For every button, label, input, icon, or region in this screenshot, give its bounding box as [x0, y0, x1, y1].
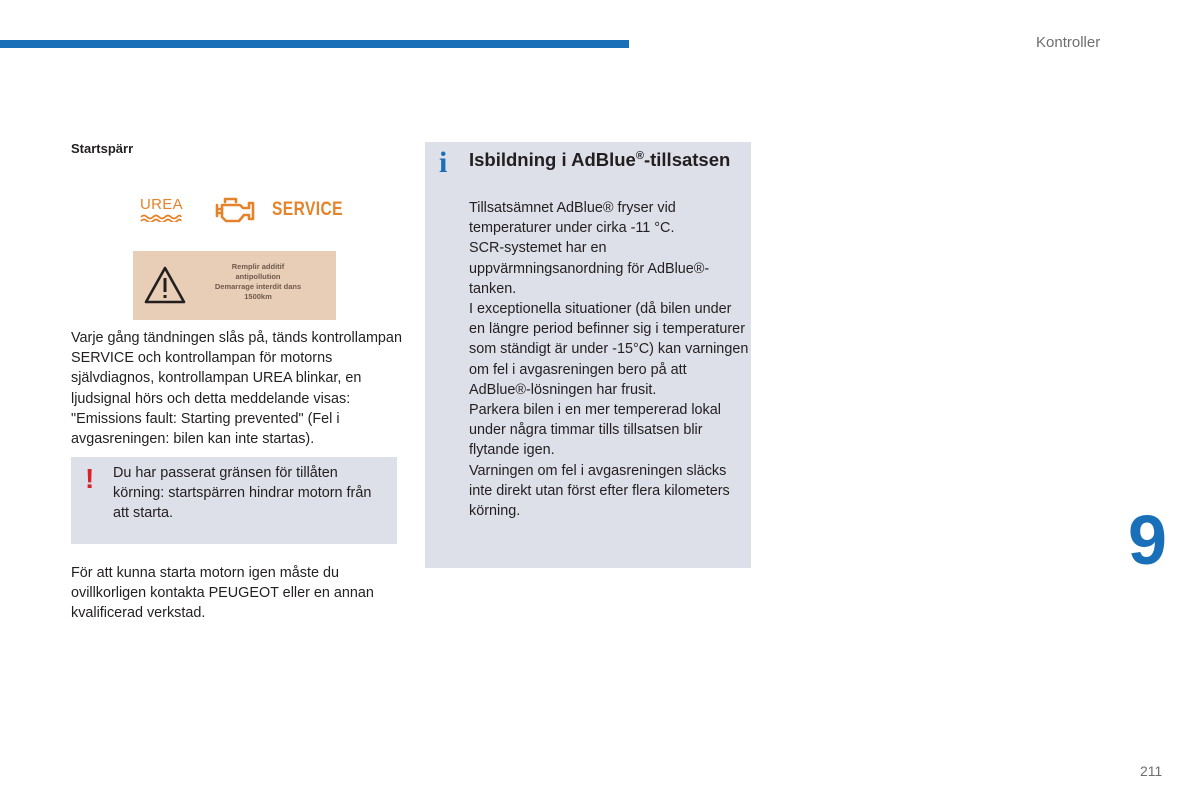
- warning-triangle-icon: [143, 265, 187, 305]
- engine-warning-icon: [214, 196, 256, 226]
- info-callout: [425, 142, 751, 568]
- display-message-line: antipollution: [235, 272, 281, 281]
- info-paragraph: Varningen om fel i avgasreningen släcks inte direkt utan först efter flera kilometers körning.: [469, 462, 730, 520]
- info-paragraph: SCR-systemet har en uppvärmningsanordning för AdBlue®-tanken.: [469, 240, 710, 297]
- startspar-description: Varje gång tändningen slås på, tänds kontrollampan SERVICE och kontrollampan för motorns självdiagnos, kontrollampan UREA blinkar, en ljudsignal hörs och detta meddelande visas: "Emissions fault: Starting prevented" (Fel i avgasreningen: bilen kan inte startas).: [71, 330, 402, 448]
- restart-instructions: För att kunna starta motorn igen måste du ovillkorligen kontakta PEUGEOT eller en annan kvalificerad verkstad.: [71, 565, 374, 622]
- display-message-line: 1500km: [244, 292, 272, 301]
- instrument-display-panel: [133, 251, 336, 320]
- info-paragraph: Parkera bilen i en mer tempererad lokal under några timmar tills tillsatsen blir flytande igen.: [469, 402, 721, 459]
- info-title: [469, 149, 739, 170]
- chapter-number: 9: [1128, 501, 1167, 579]
- startspar-heading: Startspärr: [71, 141, 134, 156]
- urea-warning-indicator: [140, 196, 184, 226]
- display-message-line: Remplir additif: [231, 262, 285, 271]
- warning-callout: [71, 457, 397, 544]
- info-title-part: Isbildning i AdBlue: [469, 149, 636, 170]
- registered-mark: ®: [635, 149, 644, 162]
- header-accent-bar: [0, 40, 629, 48]
- exclamation-icon: !: [85, 463, 95, 494]
- page-number: 211: [1140, 763, 1163, 779]
- info-body: [469, 198, 749, 521]
- info-title-part: -tillsatsen: [643, 149, 731, 170]
- urea-waves-icon: [140, 214, 182, 222]
- info-paragraph: I exceptionella situationer (då bilen under en längre period befinner sig i temperaturer som ständigt är under -15°C) kan varningen om fel i avgasreningen bero på att AdBlue®-lösningen har frusit.: [469, 301, 749, 398]
- display-message: [195, 262, 321, 302]
- display-message-line: Demarrage interdit dans: [214, 282, 302, 291]
- service-warning-indicator: SERVICE: [272, 199, 343, 220]
- urea-label: UREA: [140, 196, 183, 213]
- info-icon: i: [439, 146, 448, 179]
- warning-text: Du har passerat gränsen för tillåten körning: startspärren hindrar motorn från att starta.: [113, 465, 372, 522]
- info-paragraph: Tillsatsämnet AdBlue® fryser vid temperaturer under cirka -11 °C.: [469, 200, 676, 237]
- section-title: Kontroller: [1036, 34, 1101, 51]
